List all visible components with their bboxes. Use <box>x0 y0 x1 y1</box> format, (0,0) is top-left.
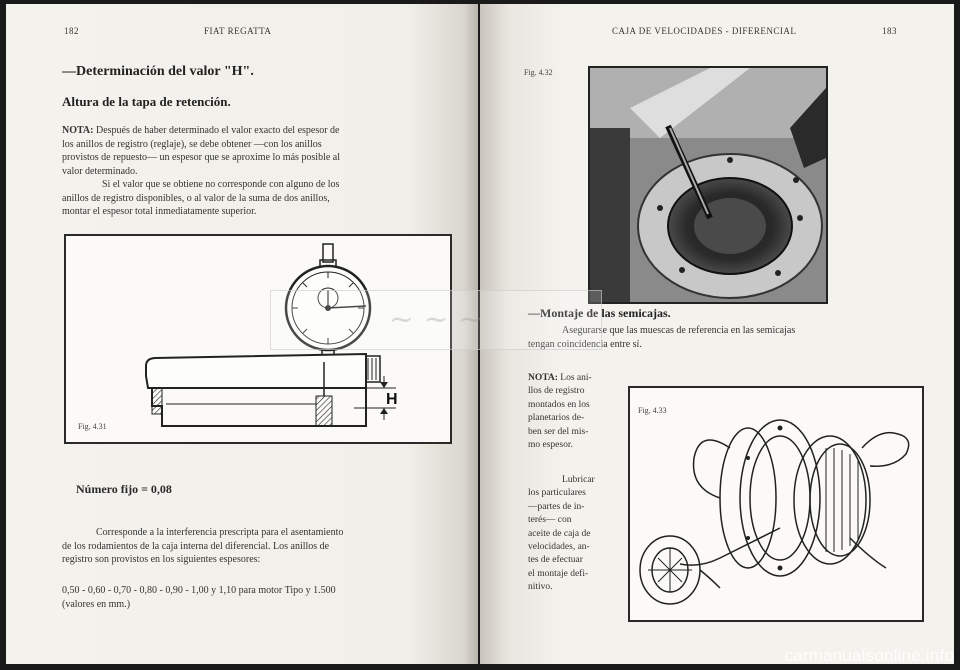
nota-line: valor determinado. <box>62 165 138 177</box>
nota-paragraph <box>62 124 452 219</box>
nota-line: llos de registro <box>528 386 585 397</box>
page-number-left: 182 <box>64 26 79 36</box>
paragraph-line: el montaje defi- <box>528 568 589 579</box>
nota-label: NOTA: <box>62 125 94 136</box>
lubricar-column <box>528 474 628 595</box>
figure-label: Fig. 4.31 <box>78 422 107 431</box>
paragraph-line: Corresponde a la interferencia prescripta para el asentamiento <box>96 527 344 538</box>
thickness-values <box>62 584 454 611</box>
nota-line: Después de haber determinado el valor exacto del espesor de <box>95 125 340 136</box>
page-number-right: 183 <box>882 26 897 36</box>
running-head-right: CAJA DE VELOCIDADES - DIFERENCIAL <box>612 26 797 36</box>
nota-line: ben ser del mis- <box>528 426 589 437</box>
nota-line: montados en los <box>528 399 590 410</box>
nota-line: mo espesor. <box>528 440 573 451</box>
paragraph-line: 0,50 - 0,60 - 0,70 - 0,80 - 0,90 - 1,00 y 1,10 para motor Tipo y 1.500 <box>62 585 336 596</box>
nota-label: NOTA: <box>528 373 558 383</box>
semicajas-assembly-drawing <box>630 388 922 620</box>
paragraph-line: (valores en mm.) <box>62 598 131 610</box>
nota-line: Los ani- <box>560 373 592 383</box>
paragraph-line: nitivo. <box>528 582 553 593</box>
figure-label: Fig. 4.33 <box>638 406 667 415</box>
nota-line: provistos de repuesto— un espesor que se aproxime lo más posible al <box>62 152 340 163</box>
figure-4-32-photo <box>588 66 828 304</box>
paragraph-line: los particulares <box>528 488 586 499</box>
scan-watermark-stamp: ~ ~ ~ <box>270 290 602 350</box>
nota-line: los anillos de registro (reglaje), se debe obtener —con los anillos <box>62 138 322 150</box>
paragraph-line: terés— con <box>528 515 572 526</box>
paragraph-line: Asegurarse que las muescas de referencia en las semicajas <box>562 325 796 336</box>
dimension-h-label: H <box>386 391 398 408</box>
paragraph-line: tengan coincidencia entre sí. <box>528 338 642 350</box>
paragraph-line: montar el espesor total inmediatamente superior. <box>62 206 257 217</box>
running-head-left: FIAT REGATTA <box>204 26 272 36</box>
nota-line: planetarios de- <box>528 413 585 424</box>
nota-column <box>528 372 628 452</box>
paragraph-line: tes de efectuar <box>528 555 583 566</box>
paragraph-line: aceite de caja de <box>528 528 591 539</box>
section-heading: —Determinación del valor "H". <box>62 64 254 79</box>
figure-label: Fig. 4.32 <box>524 68 553 77</box>
interference-paragraph <box>62 526 454 567</box>
paragraph-line: registro son provistos en los siguientes espesores: <box>62 554 261 565</box>
section-subheading: Altura de la tapa de retención. <box>62 94 231 109</box>
paragraph-line: Si el valor que se obtiene no corresponde con alguno de los <box>102 179 340 190</box>
paragraph-line: —partes de in- <box>528 501 585 512</box>
paragraph-line: de los rodamientos de la caja interna del diferencial. Los anillos de <box>62 540 330 552</box>
paragraph-line: anillos de registro disponibles, o al valor de la suma de dos anillos, <box>62 192 330 204</box>
paragraph-line: Lubricar <box>562 475 595 485</box>
site-watermark: carmanualsonline.info <box>784 646 954 665</box>
numero-fijo: Número fijo = 0,08 <box>76 482 172 496</box>
differential-housing-photo <box>590 68 826 302</box>
section-heading: —Montaje de las semicajas. <box>528 306 671 320</box>
figure-4-33 <box>628 386 924 622</box>
paragraph-line: velocidades, an- <box>528 542 590 553</box>
